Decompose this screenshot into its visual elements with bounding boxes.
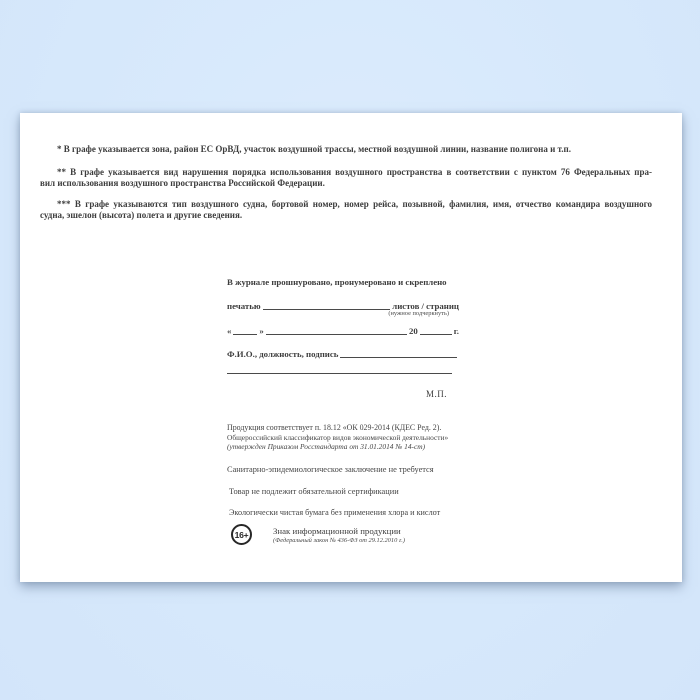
year-suffix: г. (453, 326, 459, 336)
blank-line-signature (340, 356, 457, 358)
info-product-sign-law: (Федеральный закон № 436-ФЗ от 29.12.2010 г.) (273, 537, 406, 544)
quote-close: » (259, 326, 264, 336)
certification-statement: Товар не подлежит обязательной сертификации (229, 487, 399, 496)
signature-continuation-line (227, 363, 452, 374)
blank-line-day (233, 333, 257, 335)
blank-line-year (420, 333, 452, 335)
stamp-place-label: М.П. (425, 389, 447, 399)
info-product-sign-label: Знак информационной продукции (273, 526, 401, 536)
okved-line-1: Продукция соответствует п. 18.12 «ОК 029-2014 (КДЕС Ред. 2). (227, 423, 442, 432)
binding-statement: В журнале прошнуровано, пронумеровано и скреплено (227, 277, 447, 287)
quote-open: « (227, 326, 232, 336)
okved-line-2: Общероссийский классификатор видов экономической деятельности» (227, 433, 449, 442)
footnote-3-line-2: судна, эшелон (высота) полета и другие сведения. (40, 210, 243, 220)
date-row (227, 324, 459, 336)
footnote-3-line-1: *** В графе указываются тип воздушного судна, бортовой номер, номер рейса, позывной, фамилия, имя, отчество командира воздушного (57, 199, 652, 209)
paper-sheet (20, 113, 682, 582)
blank-line-month (266, 333, 407, 335)
fio-row (227, 347, 459, 359)
underline-note: (нужное подчеркнуть) (388, 310, 449, 317)
footnote-1: * В графе указывается зона, район ЕС ОрВД, участок воздушной трассы, местной воздушной линии, название полигона и т.п. (57, 144, 571, 154)
fio-label: Ф.И.О., должность, подпись (227, 349, 339, 359)
eco-paper-statement: Экологически чистая бумага без применения хлора и кислот (229, 508, 441, 517)
seal-label: печатью (227, 301, 261, 311)
age-rating-16plus-icon: 16+ (231, 524, 252, 545)
sanitary-statement: Санитарно-эпидемиологическое заключение не требуется (227, 465, 434, 474)
footnote-2-line-1: ** В графе указывается вид нарушения порядка использования воздушного пространства в соответствии с пунктом 76 Федеральных пра- (57, 167, 652, 177)
sheets-pages-label: листов / страниц (392, 301, 459, 311)
footnote-2-line-2: вил использования воздушного пространства Российской Федерации. (40, 178, 325, 188)
year-prefix: 20 (409, 326, 418, 336)
footnotes-block (40, 144, 652, 221)
okved-line-3: (утвержден Приказом Росстандарта от 31.01.2014 № 14-ст) (227, 442, 426, 451)
